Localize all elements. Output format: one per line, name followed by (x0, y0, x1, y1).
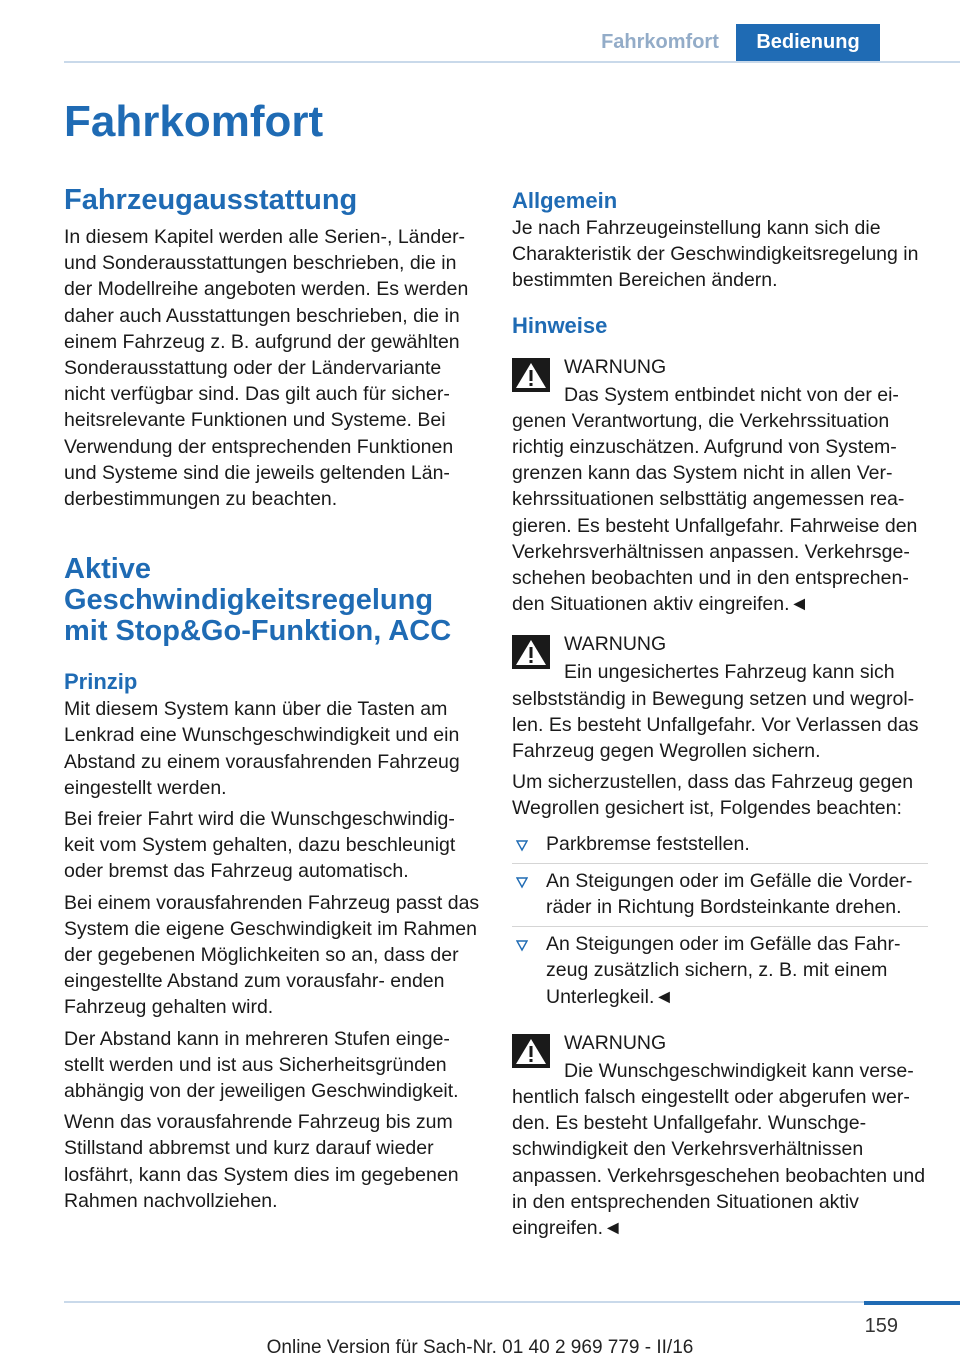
warning-icon (512, 358, 550, 392)
warning-icon (512, 1034, 550, 1068)
list-item (512, 926, 928, 1016)
list-item-text: Parkbremse feststellen. (546, 832, 750, 855)
page-title: Fahrkomfort (64, 97, 324, 146)
page-number: 159 (864, 1315, 898, 1337)
warning-text: Die Wunschgeschwindigkeit kann verse- hentlich falsch eingestellt oder abgerufen wer- den. Es besteht Unfallgefahr. Wunschge- schwindigkeit den Verkehrsverhältnissen anpassen. Verkehrsgeschehen beobachten und in den entsprechenden Situationen aktiv eingreifen.◄ (512, 1059, 926, 1240)
paragraph-prinzip-2: Bei freier Fahrt wird die Wunschgeschwindig- keit vom System gehalten, dazu beschleunigt oder bremst das Fahrzeug automatisch. (64, 808, 456, 883)
paragraph-prinzip-4: Der Abstand kann in mehreren Stufen einge- stellt werden und ist aus Sicherheitsgründen abhängig von der jeweiligen Geschwindigkeit. (64, 1027, 459, 1103)
warning-text: Das System entbindet nicht von der ei- genen Verantwortung, die Verkehrssituation richtig einzuschätzen. Aufgrund von System- grenzen kann das System nicht in allen Ver- kehrssituationen selbsttätig angemessen rea- gieren. Es besteht Unfallgefahr. Fahrweise den Verkehrsverhältnissen anpassen. Verkehrsge- schehen beobachten und in den entsprechen- den Situationen aktiv eingreifen.◄ (512, 383, 918, 616)
header-rule (64, 61, 960, 63)
paragraph-allgemein: Je nach Fahrzeugeinstellung kann sich die Charakteristik der Geschwindigkeitsregelung in bestimmten Bereichen ändern. (512, 217, 919, 292)
triangle-bullet-icon (516, 877, 528, 889)
paragraph-prinzip-3: Bei einem vorausfahrenden Fahrzeug passt das System die eigene Geschwindigkeit im Rahmen der gegebenen Möglichkeiten so an, dass der eingestellte Abstand zum vorausfahr- enden Fahrzeug gehalten wird. (64, 891, 480, 1019)
footer-rule (64, 1301, 960, 1303)
heading-prinzip: Prinzip (64, 669, 138, 695)
bullet-list (512, 827, 928, 1016)
heading-fahrzeugausstattung: Fahrzeugausstattung (64, 184, 358, 216)
footer-version-line: Online Version für Sach-Nr. 01 40 2 969 779 - II/16 (266, 1337, 694, 1358)
paragraph-prinzip-1: Mit diesem System kann über die Tasten am Lenkrad eine Wunschgeschwindigkeit und ein Abstand zu einem vorausfahrenden Fahrzeug eingestellt werden. (64, 698, 460, 799)
warning-label: WARNUNG (564, 355, 667, 378)
list-item-text: An Steigungen oder im Gefälle die Vorder- räder in Richtung Bordsteinkante drehen. (546, 869, 913, 919)
page-number-bar (864, 1301, 960, 1305)
warning-block-3 (512, 1028, 928, 1241)
warning-label: WARNUNG (564, 1031, 667, 1054)
list-item-text: An Steigungen oder im Gefälle das Fahr- zeug zusätzlich sichern, z. B. mit einem Unterlegkeil.◄ (546, 933, 901, 1008)
heading-allgemein: Allgemein (512, 188, 618, 213)
triangle-bullet-icon (516, 940, 528, 952)
warning-label: WARNUNG (564, 633, 667, 656)
heading-acc: Aktive Geschwindigkeitsregelung mit Stop&Go-Funktion, ACC (64, 553, 452, 648)
left-column (64, 183, 480, 1219)
paragraph-sicherstellen: Um sicherzustellen, dass das Fahrzeug gegen Wegrollen gesichert ist, Folgendes beachten: (512, 771, 914, 820)
warning-text: Ein ungesichertes Fahrzeug kann sich selbstständig in Bewegung setzen und wegrol- len. Es besteht Unfallgefahr. Vor Verlassen das Fahrzeug gegen Wegrollen sichern. (512, 661, 919, 763)
right-column (512, 183, 928, 1246)
list-item (512, 863, 928, 926)
warning-block-1 (512, 352, 928, 618)
warning-icon (512, 635, 550, 669)
list-item (512, 827, 928, 863)
paragraph-fahrzeugausstattung: In diesem Kapitel werden alle Serien-, Länder- und Sonderausstattungen beschrieben, die in der Modellreihe angeboten werden. Es werden daher auch Ausstattungen beschrieben, die in einem Fahrzeug z. B. aufgrund der gewählten Sonderausstattung oder der Ländervariante nicht verfügbar sind. Das gilt auch für sicher- heitsrelevante Funktionen und Systeme. Bei Verwendung der entsprechenden Funktionen und Systeme sind die jeweils geltenden Län- derbestimmungen zu beachten. (64, 226, 469, 511)
tab-bedienung[interactable]: Bedienung (736, 24, 880, 61)
tab-fahrkomfort[interactable]: Fahrkomfort (601, 31, 719, 53)
paragraph-prinzip-5: Wenn das vorausfahrende Fahrzeug bis zum Stillstand abbremst und kurz darauf wieder losfährt, kann das System dies im gegebenen Rahmen nachvollziehen. (64, 1111, 459, 1212)
heading-hinweise: Hinweise (512, 312, 608, 338)
triangle-bullet-icon (516, 840, 528, 852)
warning-block-2 (512, 629, 928, 764)
